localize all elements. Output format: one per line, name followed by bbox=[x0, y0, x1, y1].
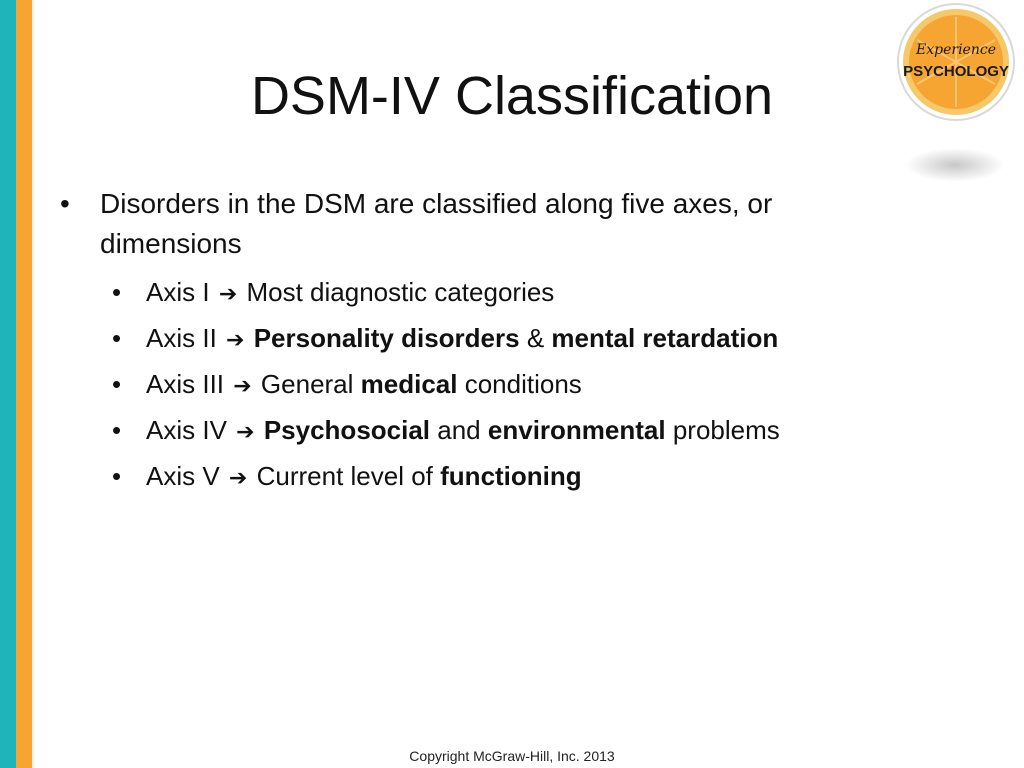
axis-list bbox=[60, 270, 920, 500]
axis-label: Axis II bbox=[146, 323, 217, 353]
logo-line1: Experience bbox=[916, 42, 996, 58]
arrow-right-icon: ➔ bbox=[236, 419, 255, 444]
axis-description: functioning bbox=[440, 461, 582, 491]
arrow-right-icon: ➔ bbox=[218, 281, 238, 306]
axis-item bbox=[60, 454, 920, 500]
left-stripe-orange bbox=[16, 0, 32, 768]
axis-label: Axis IV bbox=[146, 415, 227, 445]
left-stripe-shadow bbox=[32, 0, 36, 768]
slide-content bbox=[60, 184, 920, 500]
axis-label: Axis III bbox=[146, 369, 225, 399]
logo-line2: PSYCHOLOGY bbox=[903, 63, 1009, 80]
arrow-right-icon: ➔ bbox=[233, 373, 252, 398]
bullet-icon: • bbox=[112, 277, 122, 307]
axis-description: medical bbox=[360, 369, 458, 399]
left-stripe-teal bbox=[0, 0, 16, 768]
axis-description: & bbox=[526, 323, 545, 353]
axis-description: Personality disorders bbox=[253, 323, 520, 353]
main-bullet bbox=[60, 184, 920, 264]
arrow-right-icon: ➔ bbox=[228, 465, 248, 490]
slide-title: DSM-IV Classification bbox=[250, 66, 774, 126]
bullet-icon: • bbox=[112, 415, 122, 445]
axis-description: and bbox=[437, 415, 481, 445]
bullet-icon: • bbox=[112, 323, 122, 353]
axis-description: Psychosocial bbox=[263, 415, 431, 445]
axis-description: problems bbox=[672, 415, 780, 445]
axis-label: Axis I bbox=[146, 277, 210, 307]
axis-description: environmental bbox=[487, 415, 666, 445]
axis-description: mental retardation bbox=[551, 323, 779, 353]
axis-description: conditions bbox=[464, 369, 582, 399]
logo-shadow bbox=[905, 148, 1005, 182]
axis-description: Current level of bbox=[256, 461, 433, 491]
bullet-icon: • bbox=[60, 188, 70, 219]
bullet-icon: • bbox=[112, 369, 122, 399]
axis-item bbox=[60, 270, 920, 316]
main-bullet-text: Disorders in the DSM are classified along five axes, or dimensions bbox=[100, 188, 773, 259]
axis-label: Axis V bbox=[146, 461, 220, 491]
axis-item bbox=[60, 362, 920, 408]
bullet-icon: • bbox=[112, 461, 122, 491]
arrow-right-icon: ➔ bbox=[226, 327, 245, 352]
copyright-footer: Copyright McGraw-Hill, Inc. 2013 bbox=[409, 748, 615, 764]
axis-description: General bbox=[260, 369, 354, 399]
axis-item bbox=[60, 316, 920, 362]
axis-item bbox=[60, 408, 920, 454]
axis-description: Most diagnostic categories bbox=[246, 277, 555, 307]
